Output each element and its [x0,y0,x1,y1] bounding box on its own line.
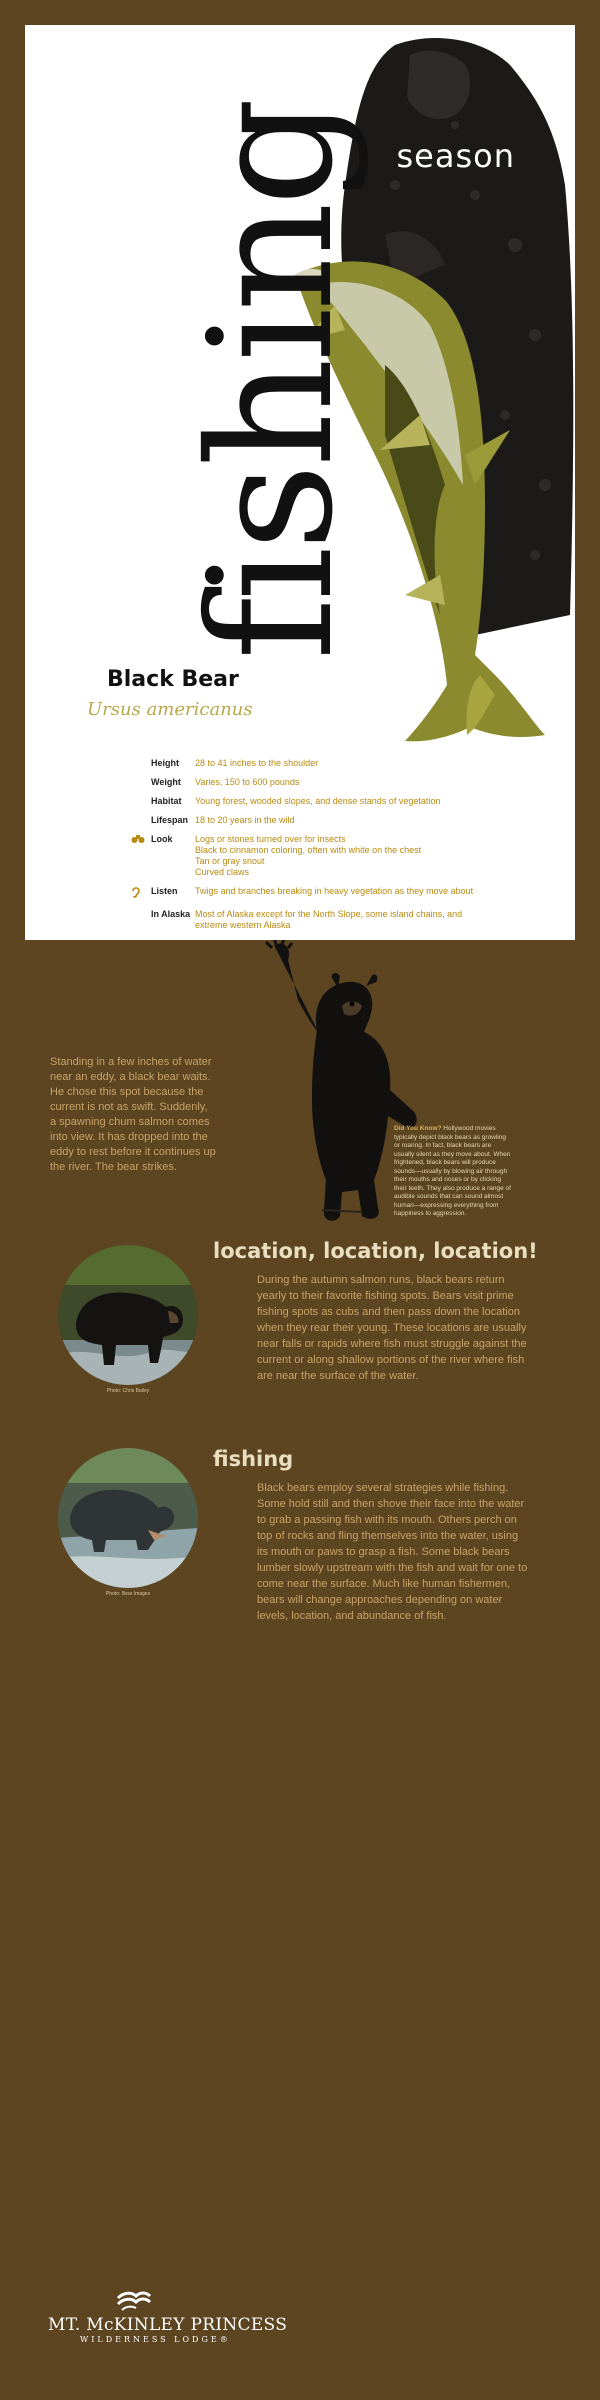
bear-fishing-photo [58,1448,198,1588]
species-latin-name: Ursus americanus [87,699,253,720]
fact-label: Listen [151,886,178,896]
fact-value: Logs or stones turned over for insects Black to cinnamon coloring, often with white on the chest Tan or gray snout Curved claws [195,834,422,877]
section-body-fishing: Black bears employ several strategies while fishing. Some hold still and then shove their face into the water to grab a passing fish with its mouth. Others perch on top of rocks and fling themselves into the water, using its mouth or paws to grasp a fish. Some black bears lumber slowly upstream with the fish and wait for one to come near the surface. Much like human fishermen, bears will change approaches depending on water levels, location, and abundance of fish. [257,1482,528,1622]
fact-value: Young forest, wooded slopes, and dense stands of vegetation [195,796,441,806]
fact-row-habitat [131,796,531,807]
intro-paragraph: Standing in a few inches of water near an eddy, a black bear waits. He chose this spot because the current is not as swift. Suddenly, a spawning chum salmon comes into view. It has dropped into the eddy to rest before it continues up the river. The bear strikes. [50,1056,216,1173]
did-you-know-text: Hollywood movies typically depict black bears as growling or roaring. In fact, black bears are usually silent as they move about. When frightened, black bears will produce sounds—usually by blowing air through their mouths and noses or by clicking their teeth. They also produce a range of audible sounds that can sound almost human—expressing everything from happiness to aggression. [394,1125,511,1217]
fact-row-listen [131,886,531,901]
facts-table [131,758,531,939]
fact-row-lifespan [131,815,531,826]
princess-wave-logo-icon [116,2290,152,2312]
fact-label: Weight [151,777,181,787]
section-title-location: location, location, location! [213,1239,538,1263]
fact-label: Height [151,758,179,768]
species-common-name: Black Bear [107,667,239,692]
fact-label: Look [151,834,173,844]
fact-value: Varies, 150 to 600 pounds [195,777,300,787]
logo-subtitle: WILDERNESS LODGE® [80,2335,231,2344]
poster-panel [25,25,575,940]
fact-label: Lifespan [151,815,189,825]
section-body-location: During the autumn salmon runs, black bears return yearly to their favorite fishing spots. Bears visit prime fishing spots as cubs and then pass down the location when they rear their young. These locations are usually near falls or rapids where fish must struggle against the current or along shallow portions of the river where fish are near the surface of the water. [257,1274,527,1382]
logo-name: MT. McKINLEY PRINCESS [48,2315,288,2335]
fishing-title-vertical [115,55,375,665]
fact-row-in-alaska [131,909,531,931]
fact-value: 18 to 20 years in the wild [195,815,295,825]
did-you-know-callout [394,1125,512,1219]
fact-row-weight [131,777,531,788]
photo-caption: Photo: Bear Images [105,1591,151,1597]
fact-value: Most of Alaska except for the North Slope, some island chains, and extreme western Alaska [195,909,463,930]
fishing-title-text: fishing [173,101,371,660]
section-title-fishing: fishing [213,1447,294,1471]
fact-value: Twigs and branches breaking in heavy vegetation as they move about [195,886,474,896]
fact-label: Habitat [151,796,182,806]
binoculars-icon [131,834,151,878]
fact-row-look [131,834,531,878]
photo-caption: Photo: Chris Bailey [106,1388,150,1394]
ear-icon [131,886,151,901]
fact-label: In Alaska [151,909,191,919]
fact-value: 28 to 41 inches to the shoulder [195,758,319,768]
fact-row-height [131,758,531,769]
bear-on-rocks-photo [58,1245,198,1385]
season-title: season [396,137,515,175]
mt-mckinley-princess-logo [48,2290,288,2344]
did-you-know-lead: Did You Know? [394,1125,442,1132]
